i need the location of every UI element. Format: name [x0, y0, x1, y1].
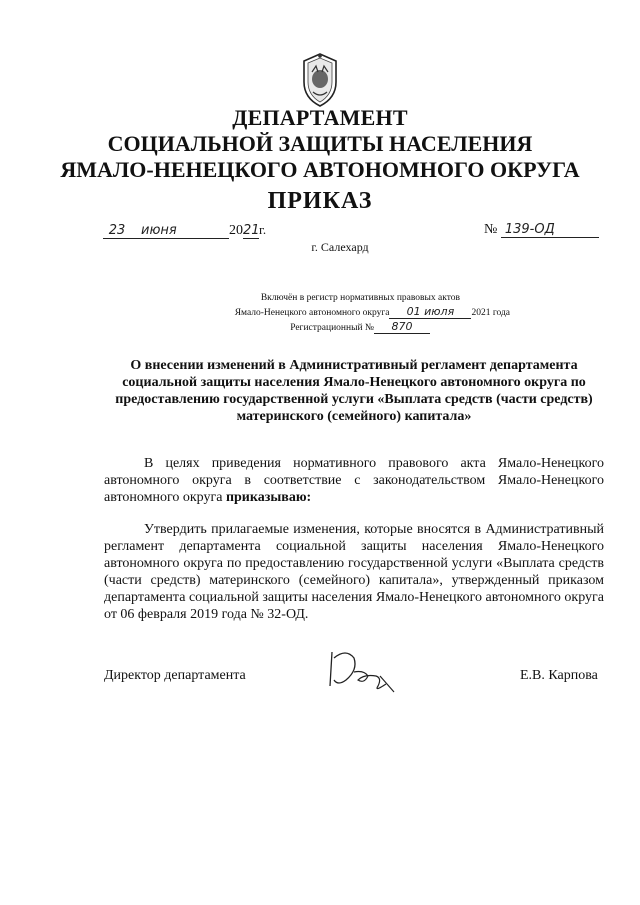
- department-title-line1: ДЕПАРТАМЕНТ: [232, 105, 408, 130]
- registry-number: 870: [374, 320, 430, 334]
- registry-line2: [180, 305, 510, 320]
- number-prefix: №: [484, 222, 498, 237]
- registry-date: 01 июля: [389, 305, 471, 319]
- signatory-name: Е.В. Карпова: [520, 668, 598, 683]
- preamble-text: В целях приведения нормативного правового акта Ямало-Ненецкого автономного округа в соответствие с законодательством Ямало-Ненецкого автономного округа: [104, 456, 604, 505]
- registry-stamp: [180, 292, 510, 335]
- handwritten-signature: [324, 646, 404, 701]
- order-number: [484, 222, 599, 238]
- department-title-line3: ЯМАЛО-НЕНЕЦКОГО АВТОНОМНОГО ОКРУГА: [60, 157, 580, 182]
- date-day: 23: [103, 223, 131, 239]
- signatory-position: Директор департамента: [104, 668, 246, 683]
- date-year-suffix: 21: [243, 223, 260, 238]
- order-date: [103, 222, 266, 239]
- registry-line1: Включён в регистр нормативных правовых актов: [260, 293, 460, 303]
- preamble-verb: приказываю:: [225, 490, 312, 505]
- date-year-label: г.: [259, 222, 267, 237]
- number-value: 139-ОД: [501, 222, 599, 238]
- date-month: июня: [131, 223, 229, 239]
- date-year-prefix: 20: [229, 223, 243, 238]
- registry-line3-prefix: Регистрационный №: [290, 323, 374, 333]
- body-paragraph: Утвердить прилагаемые изменения, которые вносятся в Административный регламент департамента социальной защиты населения Ямало-Ненецкого автономного округа по предоставлению государственной услуги «Выплата средств (части средств) материнского (семейного) капитала», утвержденный приказом департамента социальной защиты населения Ямало-Ненецкого автономного округа от 06 февраля 2019 года № 32-ОД.: [104, 522, 604, 622]
- registry-line3: [180, 320, 510, 335]
- department-title-line2: СОЦИАЛЬНОЙ ЗАЩИТЫ НАСЕЛЕНИЯ: [107, 131, 533, 156]
- city: г. Салехард: [311, 240, 369, 254]
- registry-line2-suffix: 2021 года: [471, 308, 510, 318]
- registry-line2-prefix: Ямало-Ненецкого автономного округа: [234, 308, 390, 318]
- preamble-paragraph: [104, 455, 604, 506]
- coat-of-arms-emblem: [298, 52, 342, 108]
- order-subject: О внесении изменений в Административный регламент департамента социальной защиты населения Ямало-Ненецкого автономного округа по предоставлению государственной услуги «Выплата средств (части средств) материнского (семейного) капитала»: [115, 358, 593, 424]
- document-type-title: ПРИКАЗ: [267, 188, 373, 214]
